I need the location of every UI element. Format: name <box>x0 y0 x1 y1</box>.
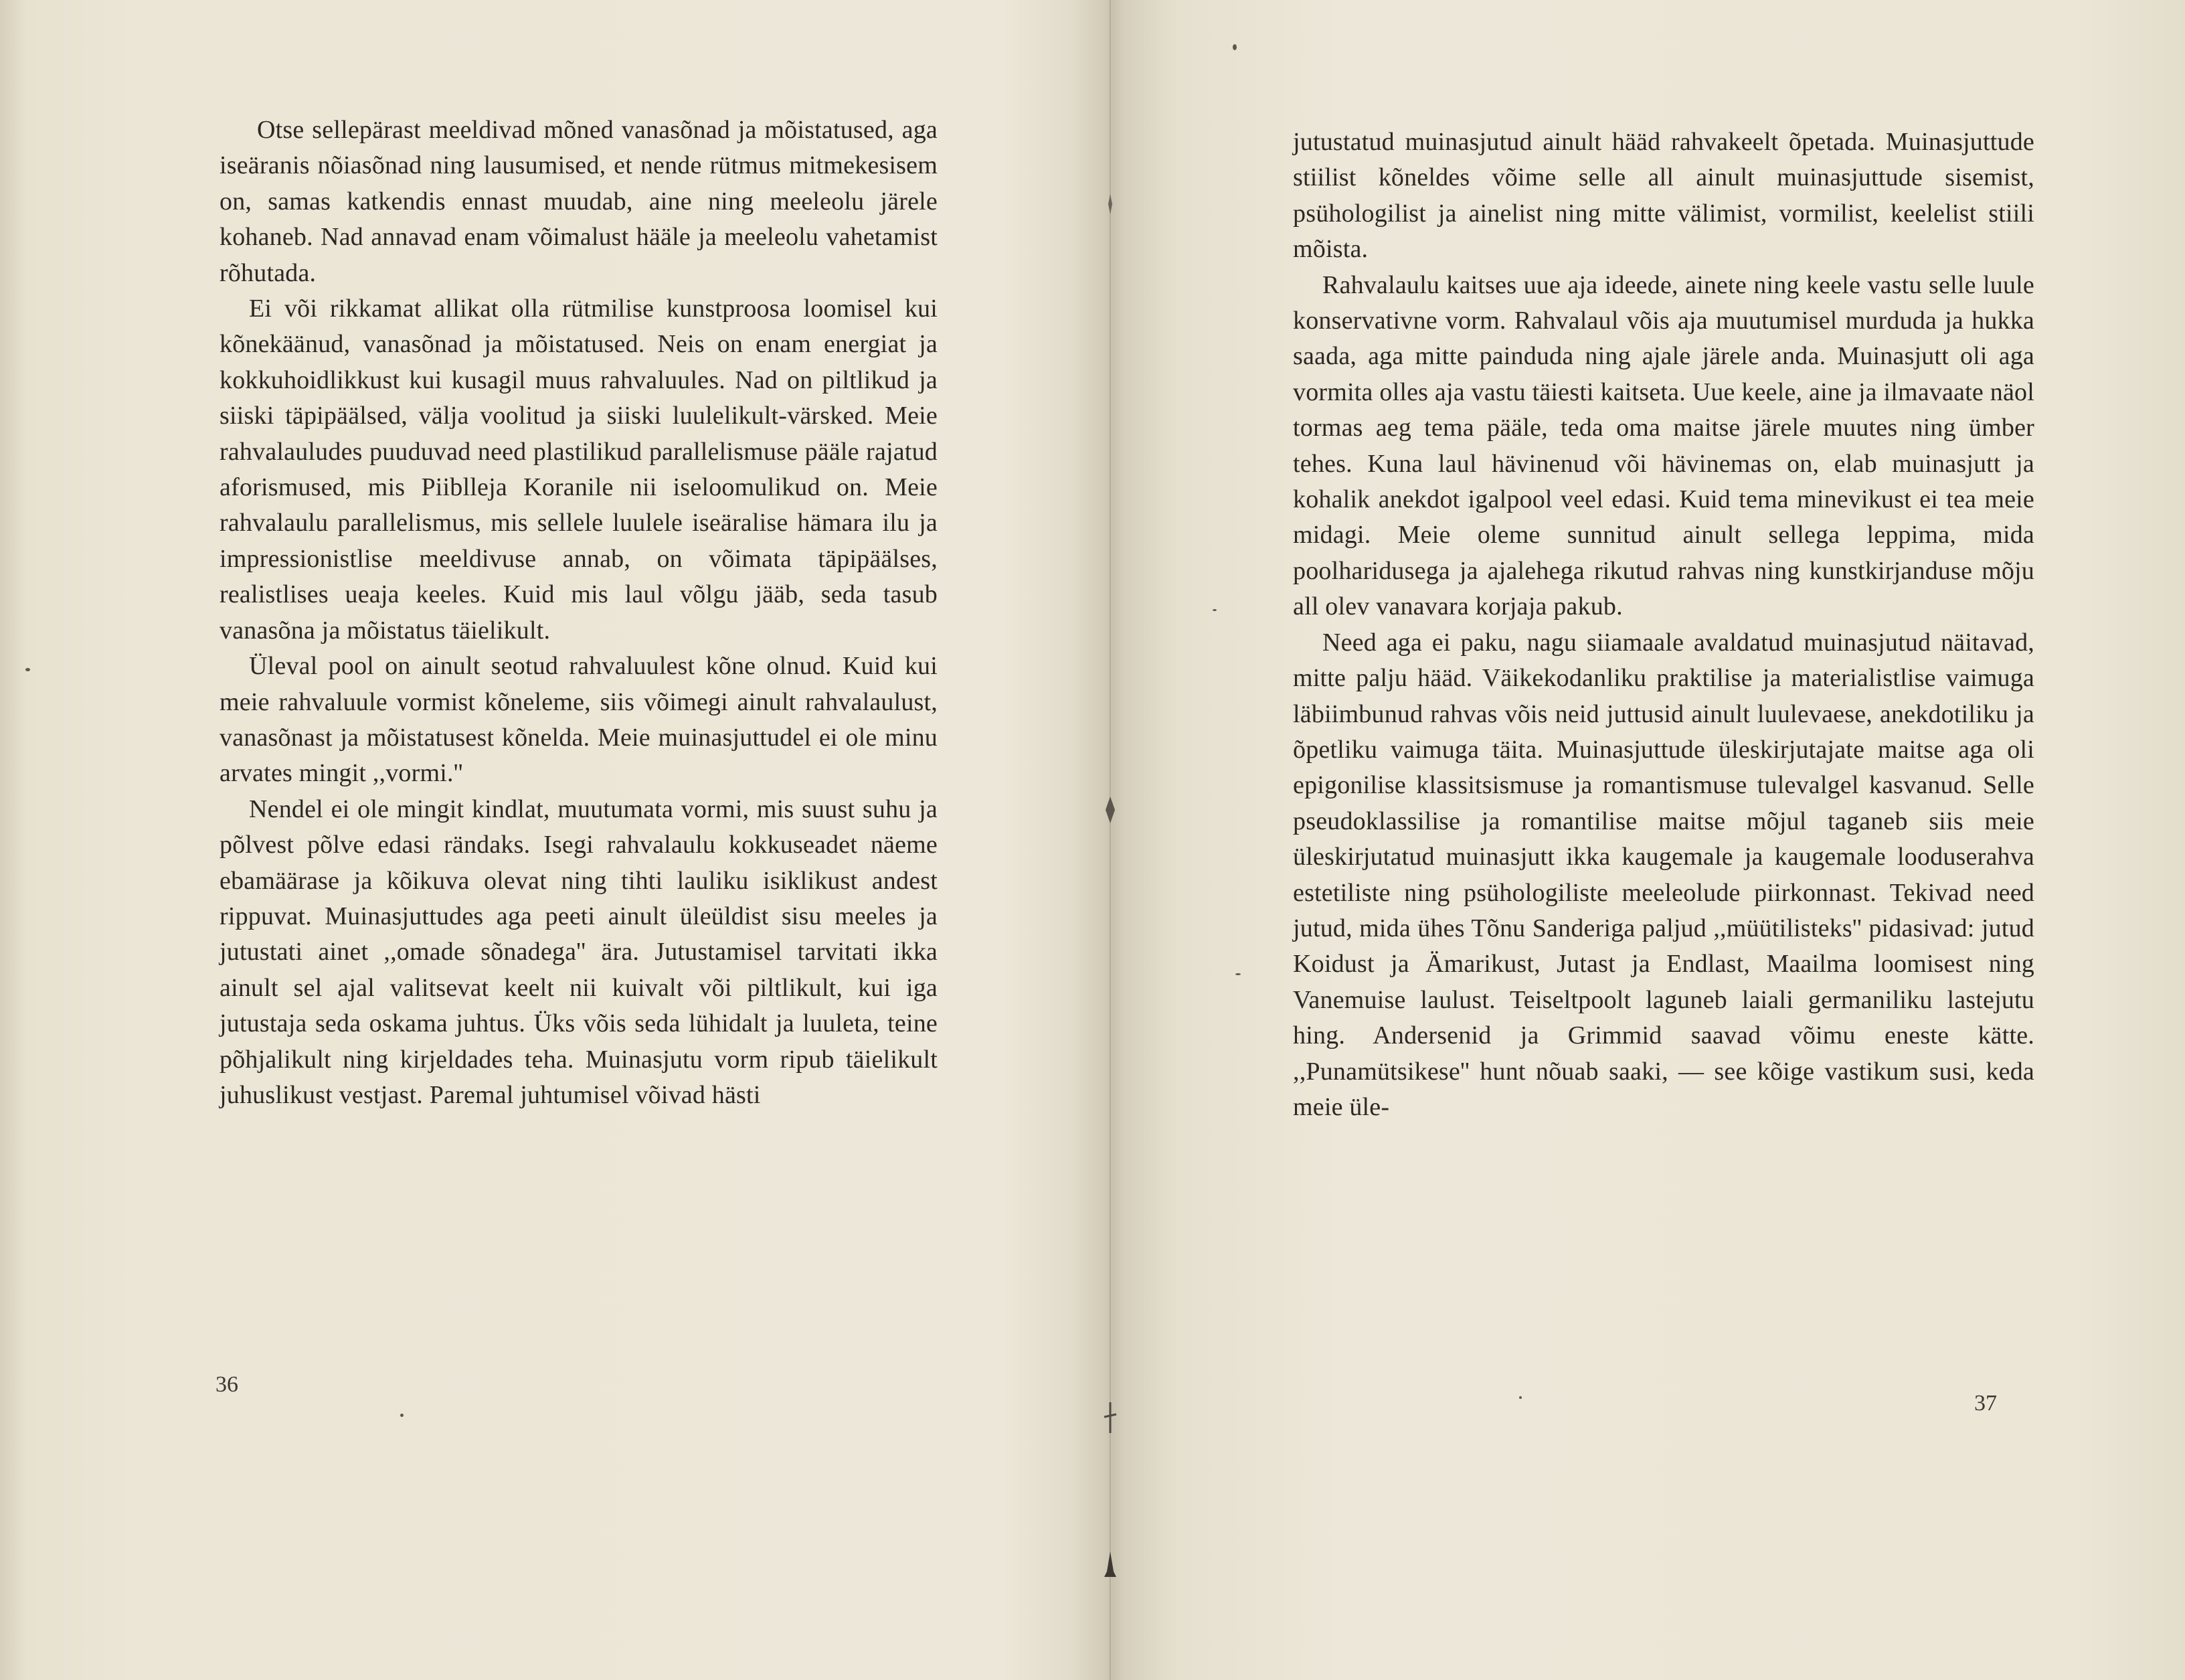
paragraph: jutustatud muinasjutud ainult hääd rahvakeelt õpetada. Muinasjuttude stiilist kõneldes võime selle all ainult muinasjuttude sisemist, psühologilist ja ainelist ning mitte välimist, vormilist, keelelist stiili mõista. <box>1293 128 2034 264</box>
right-page-body <box>1293 124 2034 1125</box>
page-number: 36 <box>215 1372 238 1397</box>
paragraph: Rahvalaulu kaitses uue aja ideede, ainete ning keele vastu selle luule konservativne vorm. Rahvalaul võis aja muutumisel murduda ja hukka saada, aga mitte painduda ning ajale järele anda. Muinasjutt oli aga vormita olles aja vastu täiesti kaitseta. Uue keele, aine ja ilmavaate näol tormas aeg tema pääle, teda oma maitse järele muutes ning ümber tehes. Kuna laul hävinenud või hävinemas on, elab muinasjutt ja kohalik anekdot igalpool veel edasi. Kuid tema minevikust ei tea meie midagi. Meie oleme sunnitud ainult sellega leppima, mida poolharidusega ja ajalehega rikutud rahvas ning kunstkirjanduse mõju all olev vanavara korjaja pakub. <box>1293 270 2034 621</box>
paragraph: Ei või rikkamat allikat olla rütmilise kunstproosa loomisel kui kõnekäänud, vanasõnad ja mõistatused. Neis on enam energiat ja kokkuhoidlikkust kui kusagil muus rahvaluules. Nad on piltlikud ja siiski täpipäälsed, välja voolitud ja siiski luulelikult-värsked. Meie rahvalauludes puuduvad need plastilikud parallelismuse pääle rajatud aforismused, mis Piiblleja Koranile nii iseloomulikud on. Meie rahvalaulu parallelismus, mis sellele luulele iseäralise hämara ilu ja impressionistlise meeldivuse annab, on võimata täpipäälses, realistlises ueaja keeles. Kuid mis laul võlgu jääb, seda tasub vanasõna ja mõistatus täielikult. <box>220 295 938 645</box>
paragraph: Nendel ei ole mingit kindlat, muutumata vormi, mis suust suhu ja põlvest põlve edasi rändaks. Isegi rahvalaulu kokkuseadet näeme ebamäärase ja kõikuva olevat ning tihti lauliku isiklikust andest rippuvat. Muinasjuttudes aga peeti ainult üleüldist sisu meeles ja jutustati ainet ,,omade sõnadega'' ära. Jutustamisel tarvitati ikka ainult sel ajal valitsevat keelt nii kuivalt või piltlikult, kui iga jutustaja seda oskama juhtus. Üks võis seda lühidalt ja luuleta, teine põhjalikult ning kirjeldades teha. Muinasjutu vorm ripub täielikult juhuslikust vestjast. Paremal juhtumisel võivad hästi <box>220 794 938 1109</box>
left-page-body <box>220 112 938 1113</box>
right-page <box>1112 0 2185 1680</box>
paragraph: Need aga ei paku, nagu siiamaale avaldatud muinasjutud näitavad, mitte palju hääd. Väikekodanliku praktilise ja materialistlise vaimuga läbiimbunud rahvas võis neid juttusid ainult luulevaese, anekdotiliku ja õpetliku vaimuga täita. Muinasjuttude üleskirjutajate maitse aga oli epigonilise klassitsismuse ja romantismuse tulevalgel kasvanud. Selle pseudoklassilise ja romantilise maitse mõjul taganeb siis meie üleskirjutatud muinasjutt ikka kaugemale ja kaugemale looduserahva estetiliste ning psühologiliste meeleolude piirkonnast. Tekivad need jutud, mida ühes Tõnu Sanderiga paljud ,,müütilisteks'' pidasivad: jutud Koidust ja Ämarikust, Jutast ja Endlast, Maailma loomisest ning Vanemuise laulust. Teiseltpoolt laguneb laiali germaniliku lastejutu hing. Andersenid ja Grimmid saavad võimu eneste kätte. ,,Punamütsikese'' hunt nõuab saaki, — see kõige vastikum susi, keda meie üle- <box>1293 628 2034 1121</box>
paragraph: Üleval pool on ainult seotud rahvaluulest kõne olnud. Kuid kui meie rahvaluule vormist kõneleme, siis võimegi ainult rahvalaulust, vanasõnast ja mõistatusest kõnelda. Meie muinasjuttudel ei ole minu arvates mingit ,,vormi.'' <box>220 652 938 788</box>
paragraph: Otse sellepärast meeldivad mõned vanasõnad ja mõistatused, aga iseäranis nõiasõnad ning lausumised, et nende rütmus mitmekesisem on, samas katkendis ennast muudab, aine ning meeleolu järele kohaneb. Nad annavad enam võimalust hääle ja meeleolu vahetamist rõhutada. <box>220 116 938 287</box>
page-number: 37 <box>1974 1391 1997 1416</box>
